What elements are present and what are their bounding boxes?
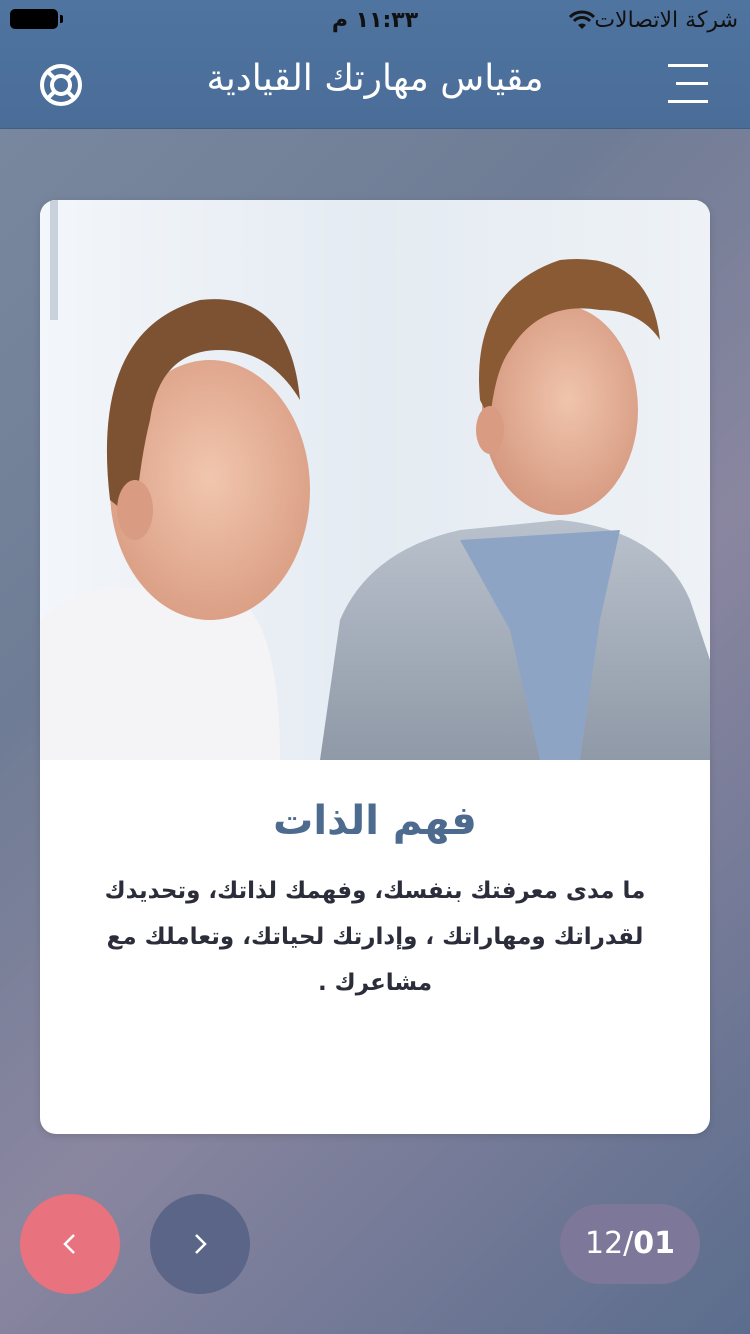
lifebuoy-icon[interactable] bbox=[38, 62, 84, 108]
skill-card bbox=[40, 200, 710, 1134]
app-header bbox=[0, 0, 750, 129]
previous-button[interactable] bbox=[20, 1194, 120, 1294]
page-counter bbox=[560, 1204, 700, 1284]
chevron-left-icon bbox=[55, 1229, 85, 1259]
page-current: 01 bbox=[633, 1226, 676, 1261]
page-total: 12/ bbox=[584, 1226, 634, 1261]
chevron-right-icon bbox=[185, 1229, 215, 1259]
card-description: ما مدى معرفتك بنفسك، وفهمك لذاتك، وتحديدك لقدراتك ومهاراتك ، وإدارتك لحياتك، وتعاملك مع مشاعرك . bbox=[104, 878, 646, 996]
status-time: ١١:٣٣ م bbox=[331, 8, 419, 33]
status-bar bbox=[0, 0, 750, 42]
wifi-icon bbox=[568, 9, 596, 31]
card-photo bbox=[40, 200, 710, 760]
page-title: مقياس مهارتك القيادية bbox=[206, 58, 544, 99]
menu-icon[interactable] bbox=[666, 62, 710, 106]
carrier-name: شركة الاتصالات bbox=[594, 8, 738, 33]
card-title: فهم الذات bbox=[273, 798, 477, 844]
next-button[interactable] bbox=[150, 1194, 250, 1294]
